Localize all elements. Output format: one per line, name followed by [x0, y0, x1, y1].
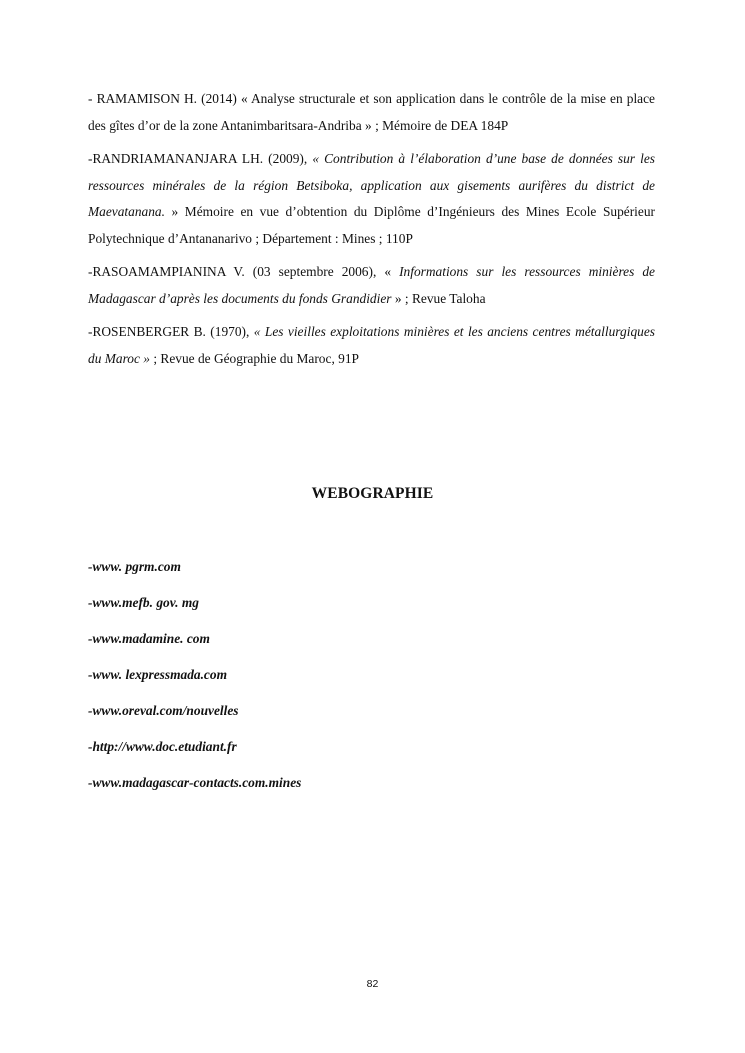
reference-details: » Mémoire en vue d’obtention du Diplôme d’Ingénieurs des Mines Ecole Supérieur Polytechnique d’Antananarivo ; Département : Mines ; 110P	[88, 204, 655, 246]
reference-author: -ROSENBERGER B. (1970),	[88, 324, 254, 339]
reference-ramamison	[88, 86, 655, 139]
reference-title: « Analyse structurale et son application dans le contrôle de la mise en place des gîtes d’or de la zone Antanimbaritsara-Andriba »	[88, 91, 655, 133]
webographie-list	[88, 556, 655, 808]
reference-title: « Les vieilles exploitations minières et les anciens centres métallurgiques du Maroc »	[88, 324, 655, 366]
web-link: -www.madagascar-contacts.com.mines	[88, 775, 302, 790]
reference-author: -RASOAMAMPIANINA V. (03 septembre 2006), «	[88, 264, 400, 279]
web-link: -www. pgrm.com	[88, 559, 181, 574]
web-link: -www.mefb. gov. mg	[88, 595, 199, 610]
reference-author: - RAMAMISON H. (2014)	[88, 91, 241, 106]
web-link: -www. lexpressmada.com	[88, 667, 227, 682]
reference-rasoamampianina	[88, 259, 655, 312]
reference-rosenberger	[88, 319, 655, 372]
web-link: -www.madamine. com	[88, 631, 210, 646]
reference-author: -RANDRIAMANANJARA LH. (2009),	[88, 151, 313, 166]
bibliography-list	[88, 86, 655, 379]
web-link: -www.oreval.com/nouvelles	[88, 703, 239, 718]
page-number: 82	[366, 978, 379, 990]
reference-title: « Contribution à l’élaboration d’une base de données sur les ressources minérales de la région Betsiboka, application aux gisements aurifères du district de Maevatanana.	[88, 151, 655, 219]
reference-title: Informations sur les ressources minières de Madagascar d’après les documents du fonds Grandidier	[88, 264, 655, 306]
web-link: -http://www.doc.etudiant.fr	[88, 739, 237, 754]
reference-details: ; Revue de Géographie du Maroc, 91P	[149, 350, 359, 366]
reference-randriamananjara	[88, 146, 655, 252]
reference-details: ; Mémoire de DEA 184P	[371, 117, 509, 133]
webographie-heading: WEBOGRAPHIE	[311, 485, 434, 502]
reference-details: » ; Revue Taloha	[391, 290, 486, 306]
